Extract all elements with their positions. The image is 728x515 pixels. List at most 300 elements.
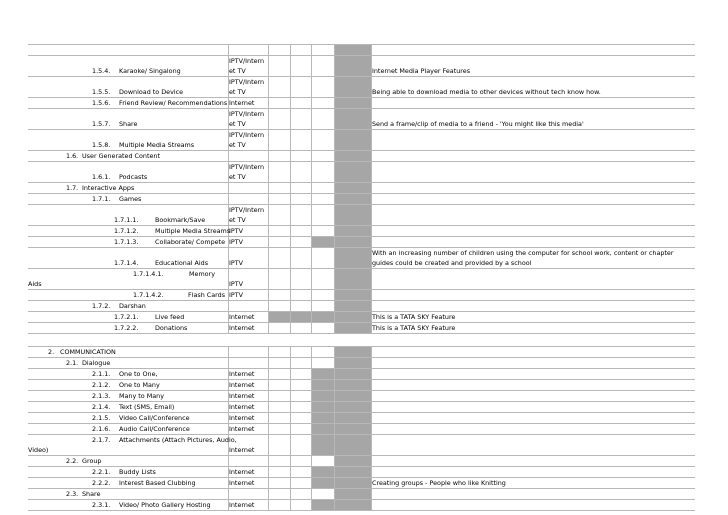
column-divider: [228, 358, 229, 368]
shaded-cell: [334, 424, 371, 434]
shaded-cell: [334, 402, 371, 412]
column-divider: [290, 347, 291, 357]
shaded-cell: [311, 237, 334, 247]
column-divider: [334, 237, 335, 247]
column-divider: [268, 358, 269, 368]
column-divider: [290, 56, 291, 76]
item-label: Video Call/Conference: [119, 414, 190, 422]
item-label: Collaborate/ Compete: [155, 238, 225, 246]
item-number: 2.1.6.: [92, 425, 111, 433]
table-row: [28, 194, 695, 205]
channel-cell: Internet: [229, 403, 255, 411]
column-divider: [228, 45, 229, 55]
column-divider: [334, 290, 335, 300]
shaded-cell: [334, 369, 371, 379]
column-divider: [334, 194, 335, 204]
column-divider: [334, 205, 335, 225]
item-number: 2.1.1.: [92, 370, 111, 378]
column-divider: [311, 269, 312, 289]
channel-cell: IPTV/Internet TV: [229, 57, 265, 75]
table-row: [28, 478, 695, 489]
channel-cell: IPTV: [229, 280, 244, 288]
table-row: [28, 334, 695, 347]
item-label: Text (SMS, Email): [119, 403, 175, 411]
item-number: 1.5.5.: [92, 88, 111, 96]
column-divider: [228, 347, 229, 357]
item-label: Video/ Photo Gallery Hosting: [119, 501, 211, 509]
column-divider: [371, 162, 372, 182]
table-row: [28, 98, 695, 109]
column-divider: [334, 162, 335, 182]
shaded-cell: [311, 369, 334, 379]
column-divider: [268, 301, 269, 311]
table-row: [28, 391, 695, 402]
column-divider: [371, 226, 372, 236]
item-number: 1.5.4.: [92, 67, 111, 75]
channel-cell: Internet: [229, 468, 255, 476]
column-divider: [311, 183, 312, 193]
column-divider: [290, 456, 291, 466]
column-divider: [311, 237, 312, 247]
column-divider: [334, 391, 335, 401]
column-divider: [371, 45, 372, 55]
table-row: [28, 205, 695, 226]
shaded-cell: [334, 151, 371, 161]
shaded-cell: [268, 312, 290, 322]
item-label: Share: [82, 490, 101, 498]
column-divider: [334, 151, 335, 161]
column-divider: [268, 323, 269, 333]
item-label: Educational Aids: [155, 259, 209, 267]
shaded-cell: [334, 56, 371, 76]
column-divider: [290, 237, 291, 247]
column-divider: [371, 369, 372, 379]
column-divider: [311, 358, 312, 368]
column-divider: [371, 500, 372, 510]
shaded-cell: [311, 500, 334, 510]
shaded-cell: [311, 391, 334, 401]
shaded-cell: [334, 269, 371, 289]
comment-cell: Send a frame/clip of media to a friend - 'You might like this media': [372, 120, 584, 128]
column-divider: [268, 478, 269, 488]
item-label: Friend Review/ Recommendations: [119, 99, 228, 107]
shaded-cell: [311, 435, 334, 455]
column-divider: [311, 226, 312, 236]
item-label: Memory: [189, 270, 215, 278]
shaded-cell: [334, 456, 371, 466]
shaded-cell: [311, 402, 334, 412]
item-number: 1.5.7.: [92, 120, 111, 128]
column-divider: [228, 456, 229, 466]
column-divider: [268, 500, 269, 510]
column-divider: [290, 301, 291, 311]
column-divider: [371, 380, 372, 390]
column-divider: [371, 269, 372, 289]
column-divider: [334, 489, 335, 499]
item-label-continuation: Video): [28, 446, 49, 454]
shaded-cell: [334, 301, 371, 311]
column-divider: [268, 391, 269, 401]
column-divider: [290, 98, 291, 108]
item-label: Darshan: [119, 302, 146, 310]
column-divider: [334, 323, 335, 333]
column-divider: [334, 467, 335, 477]
item-number: 2.1.7.: [92, 436, 111, 444]
shaded-cell: [334, 413, 371, 423]
column-divider: [334, 500, 335, 510]
item-number: 1.7.1.4.: [114, 259, 139, 267]
table-row: [28, 77, 695, 98]
column-divider: [268, 77, 269, 97]
item-label: Audio Call/Conference: [119, 425, 190, 433]
table-row: [28, 347, 695, 358]
table-row: [28, 248, 695, 269]
comment-cell: This is a TATA SKY Feature: [372, 313, 456, 321]
column-divider: [311, 402, 312, 412]
column-divider: [311, 130, 312, 150]
column-divider: [334, 358, 335, 368]
channel-cell: IPTV/Internet TV: [229, 110, 265, 128]
table-row: [28, 424, 695, 435]
column-divider: [311, 98, 312, 108]
shaded-cell: [334, 77, 371, 97]
table-row: [28, 489, 695, 500]
column-divider: [371, 151, 372, 161]
column-divider: [371, 413, 372, 423]
column-divider: [268, 435, 269, 455]
column-divider: [290, 467, 291, 477]
shaded-cell: [311, 312, 334, 322]
item-number: 1.7.1.: [92, 195, 111, 203]
item-label: One to One,: [119, 370, 158, 378]
shaded-cell: [311, 424, 334, 434]
item-label: One to Many: [119, 381, 160, 389]
item-number: 2.2.2.: [92, 479, 111, 487]
column-divider: [334, 77, 335, 97]
column-divider: [371, 98, 372, 108]
item-label: User Generated Content: [82, 152, 160, 160]
column-divider: [334, 478, 335, 488]
item-label: Live feed: [155, 313, 185, 321]
table-row: [28, 290, 695, 301]
item-label: Download to Device: [119, 88, 184, 96]
item-label: Many to Many: [119, 392, 165, 400]
column-divider: [268, 248, 269, 268]
item-number: 2.: [48, 348, 55, 356]
column-divider: [228, 301, 229, 311]
item-label: Podcasts: [119, 173, 148, 181]
channel-cell: Internet: [229, 501, 255, 509]
column-divider: [371, 194, 372, 204]
column-divider: [268, 194, 269, 204]
column-divider: [311, 151, 312, 161]
column-divider: [311, 56, 312, 76]
table-row: [28, 56, 695, 77]
column-divider: [268, 183, 269, 193]
item-number: 1.7.1.1.: [114, 216, 139, 224]
channel-cell: Internet: [229, 392, 255, 400]
column-divider: [268, 226, 269, 236]
column-divider: [334, 369, 335, 379]
column-divider: [371, 347, 372, 357]
shaded-cell: [334, 312, 371, 322]
column-divider: [311, 380, 312, 390]
item-number: 1.7.1.4.1.: [133, 270, 164, 278]
column-divider: [228, 489, 229, 499]
item-number: 2.1.: [66, 359, 79, 367]
column-divider: [371, 467, 372, 477]
item-label: Buddy Lists: [119, 468, 156, 476]
channel-cell: IPTV: [229, 291, 244, 299]
comment-cell: With an increasing number of children using the computer for school work, content or chapter guides could be created and provided by a school: [372, 249, 674, 267]
column-divider: [268, 269, 269, 289]
column-divider: [228, 151, 229, 161]
column-divider: [334, 402, 335, 412]
item-number: 2.1.4.: [92, 403, 111, 411]
column-divider: [290, 358, 291, 368]
shaded-cell: [311, 478, 334, 488]
channel-cell: IPTV/Internet TV: [229, 131, 265, 149]
shaded-cell: [334, 500, 371, 510]
column-divider: [228, 194, 229, 204]
column-divider: [290, 45, 291, 55]
item-label: Share: [119, 120, 138, 128]
table-row: [28, 413, 695, 424]
column-divider: [371, 290, 372, 300]
column-divider: [268, 130, 269, 150]
channel-cell: Internet: [229, 414, 255, 422]
column-divider: [334, 413, 335, 423]
column-divider: [371, 130, 372, 150]
column-divider: [311, 45, 312, 55]
column-divider: [268, 290, 269, 300]
column-divider: [290, 269, 291, 289]
column-divider: [268, 380, 269, 390]
column-divider: [334, 301, 335, 311]
channel-cell: Internet: [229, 370, 255, 378]
shaded-cell: [334, 226, 371, 236]
channel-cell: IPTV/Internet TV: [229, 163, 265, 181]
table-row: [28, 162, 695, 183]
table-row: [28, 435, 695, 456]
item-number: 1.7.2.: [92, 302, 111, 310]
item-label: Donations: [155, 324, 188, 332]
column-divider: [334, 98, 335, 108]
column-divider: [334, 269, 335, 289]
column-divider: [311, 413, 312, 423]
column-divider: [290, 402, 291, 412]
shaded-cell: [334, 478, 371, 488]
column-divider: [268, 312, 269, 322]
column-divider: [311, 312, 312, 322]
column-divider: [311, 467, 312, 477]
shaded-cell: [334, 98, 371, 108]
column-divider: [371, 489, 372, 499]
shaded-cell: [334, 45, 371, 55]
column-divider: [228, 183, 229, 193]
table-row: [28, 130, 695, 151]
spreadsheet-page: [28, 44, 695, 511]
column-divider: [290, 500, 291, 510]
column-divider: [334, 183, 335, 193]
column-divider: [334, 45, 335, 55]
item-number: 1.7.1.4.2.: [133, 291, 164, 299]
column-divider: [371, 183, 372, 193]
column-divider: [334, 130, 335, 150]
shaded-cell: [334, 358, 371, 368]
column-divider: [268, 489, 269, 499]
table-row: [28, 183, 695, 194]
table-row: [28, 380, 695, 391]
item-number: 1.5.8.: [92, 141, 111, 149]
column-divider: [290, 205, 291, 225]
item-label: Group: [82, 457, 102, 465]
channel-cell: Internet: [229, 425, 255, 433]
shaded-cell: [334, 290, 371, 300]
comment-cell: Creating groups - People who like Knitting: [372, 479, 506, 487]
column-divider: [311, 435, 312, 455]
column-divider: [371, 402, 372, 412]
column-divider: [311, 489, 312, 499]
column-divider: [311, 500, 312, 510]
column-divider: [334, 424, 335, 434]
column-divider: [371, 424, 372, 434]
comment-cell: Being able to download media to other devices without tech know how.: [372, 88, 601, 96]
column-divider: [290, 380, 291, 390]
shaded-cell: [290, 312, 311, 322]
shaded-cell: [334, 162, 371, 182]
column-divider: [268, 45, 269, 55]
item-label: Karaoke/ Singalong: [119, 67, 181, 75]
column-divider: [290, 248, 291, 268]
channel-cell: IPTV/Internet TV: [229, 206, 265, 224]
table-row: [28, 369, 695, 380]
column-divider: [311, 248, 312, 268]
item-number: 1.7.2.1.: [114, 313, 139, 321]
column-divider: [290, 435, 291, 455]
column-divider: [334, 312, 335, 322]
column-divider: [290, 194, 291, 204]
column-divider: [290, 478, 291, 488]
column-divider: [311, 194, 312, 204]
column-divider: [290, 391, 291, 401]
channel-cell: Internet: [229, 479, 255, 487]
table-row: [28, 456, 695, 467]
column-divider: [334, 435, 335, 455]
column-divider: [290, 226, 291, 236]
column-divider: [290, 151, 291, 161]
item-number: 1.6.: [66, 152, 79, 160]
channel-cell: Internet: [229, 99, 255, 107]
item-number: 2.1.5.: [92, 414, 111, 422]
table-row: [28, 402, 695, 413]
item-number: 2.1.3.: [92, 392, 111, 400]
item-label: Bookmark/Save: [155, 216, 206, 224]
comment-cell: This is a TATA SKY Feature: [372, 324, 456, 332]
column-divider: [290, 130, 291, 150]
item-label-continuation: Aids: [28, 280, 42, 288]
item-number: 2.2.1.: [92, 468, 111, 476]
shaded-cell: [334, 248, 371, 268]
shaded-cell: [334, 435, 371, 455]
item-label: Interest Based Clubbing: [119, 479, 196, 487]
item-number: 1.7.1.3.: [114, 238, 139, 246]
channel-cell: IPTV: [229, 259, 244, 267]
shaded-cell: [311, 413, 334, 423]
column-divider: [311, 301, 312, 311]
column-divider: [268, 347, 269, 357]
column-divider: [334, 347, 335, 357]
column-divider: [311, 478, 312, 488]
column-divider: [268, 98, 269, 108]
channel-cell: Internet: [229, 446, 255, 454]
column-divider: [311, 77, 312, 97]
column-divider: [268, 237, 269, 247]
column-divider: [290, 77, 291, 97]
column-divider: [371, 301, 372, 311]
item-label: Interactive Apps: [82, 184, 135, 192]
comment-cell: Internet Media Player Features: [372, 67, 471, 75]
item-label: Attachments (Attach Pictures, Audio,: [119, 436, 237, 444]
column-divider: [268, 467, 269, 477]
shaded-cell: [334, 237, 371, 247]
column-divider: [311, 391, 312, 401]
shaded-cell: [334, 489, 371, 499]
column-divider: [311, 290, 312, 300]
channel-cell: Internet: [229, 313, 255, 321]
column-divider: [311, 162, 312, 182]
column-divider: [371, 358, 372, 368]
item-number: 1.6.1.: [92, 173, 111, 181]
column-divider: [290, 424, 291, 434]
column-divider: [311, 347, 312, 357]
column-divider: [290, 413, 291, 423]
shaded-cell: [334, 183, 371, 193]
column-divider: [311, 205, 312, 225]
item-number: 2.2.: [66, 457, 79, 465]
column-divider: [268, 402, 269, 412]
shaded-cell: [334, 130, 371, 150]
item-label: Games: [119, 195, 142, 203]
item-number: 1.7.1.2.: [114, 227, 139, 235]
shaded-cell: [311, 467, 334, 477]
column-divider: [334, 226, 335, 236]
column-divider: [334, 380, 335, 390]
column-divider: [268, 162, 269, 182]
item-label: Flash Cards: [188, 291, 226, 299]
column-divider: [334, 56, 335, 76]
column-divider: [268, 205, 269, 225]
table-row: [28, 226, 695, 237]
table-row: [28, 301, 695, 312]
column-divider: [268, 151, 269, 161]
column-divider: [311, 424, 312, 434]
item-label: COMMUNICATION: [60, 348, 116, 356]
shaded-cell: [334, 347, 371, 357]
table-row: [28, 109, 695, 130]
item-number: 2.3.: [66, 490, 79, 498]
column-divider: [290, 290, 291, 300]
column-divider: [334, 456, 335, 466]
item-label: Multiple Media Streams: [119, 141, 195, 149]
table-row: [28, 500, 695, 511]
column-divider: [311, 323, 312, 333]
table-row: [28, 358, 695, 369]
column-divider: [268, 424, 269, 434]
column-divider: [371, 391, 372, 401]
item-number: 2.3.1.: [92, 501, 111, 509]
shaded-cell: [311, 380, 334, 390]
